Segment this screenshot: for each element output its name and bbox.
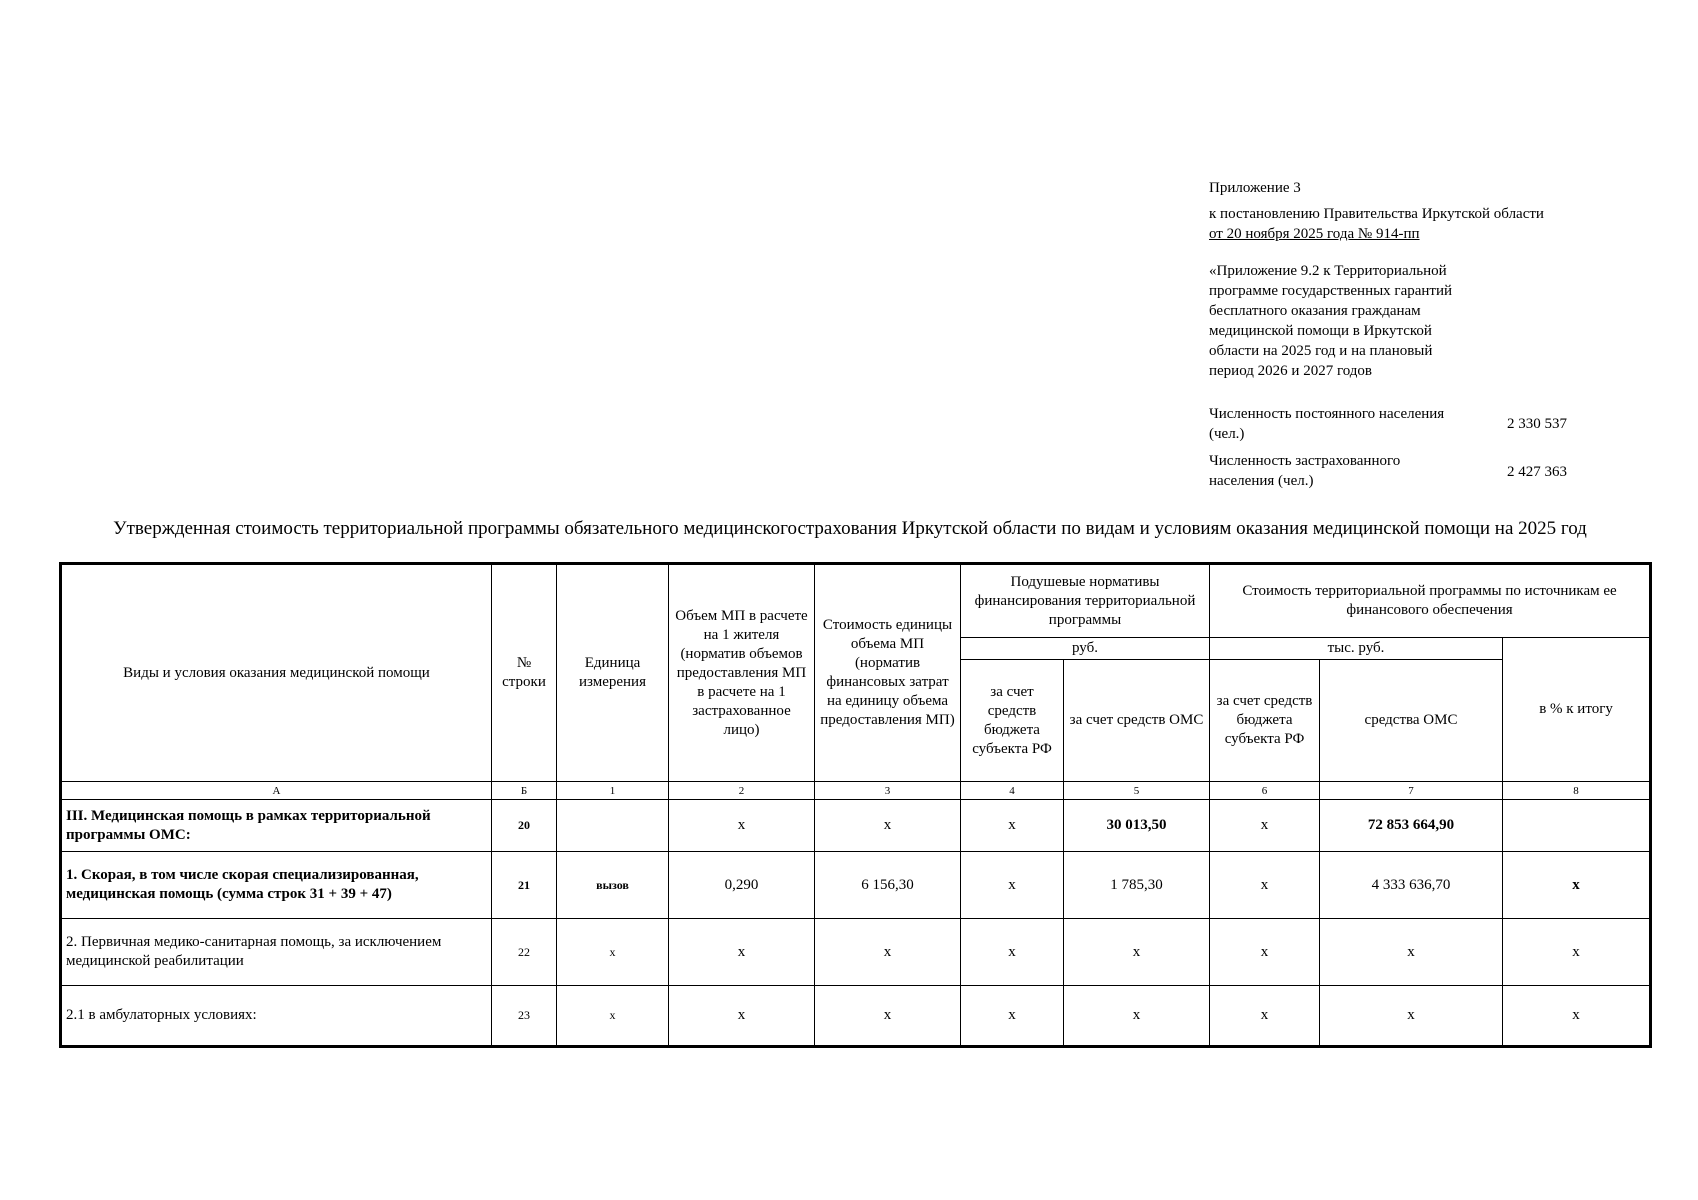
table-row [61, 852, 1651, 919]
population-value: 2 330 537 [1507, 416, 1567, 432]
row-volume: 0,290 [669, 852, 815, 919]
index-cell: Б [492, 782, 557, 800]
row-percent [1503, 800, 1651, 852]
col-types-header: Виды и условия оказания медицинской помощи [61, 564, 492, 782]
sub-annex-text [1209, 261, 1452, 381]
index-cell: 5 [1064, 782, 1210, 800]
row-prog-budget: х [1210, 986, 1320, 1047]
index-row [61, 782, 1651, 800]
row-volume: х [669, 986, 815, 1047]
row-name: 1. Скорая, в том числе скорая специализированная, медицинская помощь (сумма строк 31 + 39 + 47) [61, 852, 492, 919]
population-label-line: (чел.) [1209, 426, 1245, 442]
sub-annex-line: «Приложение 9.2 к Территориальной [1209, 263, 1447, 279]
row-prog-oms: х [1320, 919, 1503, 986]
insured-label [1209, 451, 1400, 491]
index-cell: 6 [1210, 782, 1320, 800]
row-cost: х [815, 800, 961, 852]
table-row [61, 919, 1651, 986]
unit-rub-header: руб. [961, 638, 1210, 660]
sub-annex-line: медицинской помощи в Иркутской [1209, 323, 1432, 339]
row-prog-oms: 4 333 636,70 [1320, 852, 1503, 919]
unit-thousand-rub-header: тыс. руб. [1210, 638, 1503, 660]
row-cost: х [815, 986, 961, 1047]
sub-annex-line: программе государственных гарантий [1209, 283, 1453, 299]
sub-annex-line: период 2026 и 2027 годов [1209, 363, 1373, 379]
row-unit: х [557, 919, 669, 986]
col-unit-header: Единица измерения [557, 564, 669, 782]
row-prog-oms: 72 853 664,90 [1320, 800, 1503, 852]
insured-label-line: населения (чел.) [1209, 473, 1314, 489]
row-percent: х [1503, 919, 1651, 986]
col-cost-header: Стоимость единицы объема МП (норматив финансовых затрат на единицу объема предоставления МП) [815, 564, 961, 782]
col-norms-header: Подушевые нормативы финансирования территориальной программы [961, 564, 1210, 638]
row-volume: х [669, 919, 815, 986]
col-volume-header: Объем МП в расчете на 1 жителя (норматив объемов предоставления МП в расчете на 1 застрахованное лицо) [669, 564, 815, 782]
row-number: 21 [492, 852, 557, 919]
row-prog-budget: х [1210, 919, 1320, 986]
row-unit [557, 800, 669, 852]
row-name: 2. Первичная медико-санитарная помощь, за исключением медицинской реабилитации [61, 919, 492, 986]
col-percent-header: в % к итогу [1503, 638, 1651, 782]
row-norm-oms: 30 013,50 [1064, 800, 1210, 852]
row-cost: 6 156,30 [815, 852, 961, 919]
row-norm-oms: х [1064, 919, 1210, 986]
row-norm-budget: х [961, 986, 1064, 1047]
row-norm-budget: х [961, 919, 1064, 986]
index-cell: 8 [1503, 782, 1651, 800]
row-name: III. Медицинская помощь в рамках территориальной программы ОМС: [61, 800, 492, 852]
row-norm-budget: х [961, 852, 1064, 919]
row-norm-oms: 1 785,30 [1064, 852, 1210, 919]
index-cell: 7 [1320, 782, 1503, 800]
col-prog-oms-header: средства ОМС [1320, 660, 1503, 782]
document-title: Утвержденная стоимость территориальной программы обязательного медицинскогострахования Иркутской области по видам и условиям оказания медицинской помощи на 2025 год [113, 518, 1587, 539]
row-unit: х [557, 986, 669, 1047]
decree-line-2: от 20 ноября 2025 года № 914-пп [1209, 226, 1420, 242]
index-cell: А [61, 782, 492, 800]
sub-annex-line: области на 2025 год и на плановый [1209, 343, 1433, 359]
population-label [1209, 404, 1444, 444]
table-row [61, 986, 1651, 1047]
row-norm-oms: х [1064, 986, 1210, 1047]
row-prog-budget: х [1210, 800, 1320, 852]
insured-label-line: Численность застрахованного [1209, 453, 1401, 469]
col-norm-budget-header: за счет средств бюджета субъекта РФ [961, 660, 1064, 782]
col-prog-budget-header: за счет средств бюджета субъекта РФ [1210, 660, 1320, 782]
population-label-line: Численность постоянного населения [1209, 406, 1445, 422]
row-number: 23 [492, 986, 557, 1047]
row-prog-oms: х [1320, 986, 1503, 1047]
col-norm-oms-header: за счет средств ОМС [1064, 660, 1210, 782]
decree-line-1: к постановлению Правительства Иркутской области [1209, 206, 1544, 222]
row-percent: х [1503, 986, 1651, 1047]
row-unit: вызов [557, 852, 669, 919]
annex-label: Приложение 3 [1209, 180, 1301, 196]
index-cell: 4 [961, 782, 1064, 800]
sub-annex-line: бесплатного оказания гражданам [1209, 303, 1421, 319]
col-row-no-header: № строки [492, 564, 557, 782]
table-row [61, 800, 1651, 852]
row-number: 20 [492, 800, 557, 852]
index-cell: 1 [557, 782, 669, 800]
header-row-1 [61, 564, 1651, 638]
col-program-cost-header: Стоимость территориальной программы по источникам ее финансового обеспечения [1210, 564, 1651, 638]
row-name: 2.1 в амбулаторных условиях: [61, 986, 492, 1047]
cost-table [59, 562, 1652, 1048]
insured-value: 2 427 363 [1507, 464, 1567, 480]
row-percent: х [1503, 852, 1651, 919]
index-cell: 3 [815, 782, 961, 800]
row-cost: х [815, 919, 961, 986]
index-cell: 2 [669, 782, 815, 800]
row-volume: х [669, 800, 815, 852]
row-number: 22 [492, 919, 557, 986]
row-norm-budget: х [961, 800, 1064, 852]
row-prog-budget: х [1210, 852, 1320, 919]
